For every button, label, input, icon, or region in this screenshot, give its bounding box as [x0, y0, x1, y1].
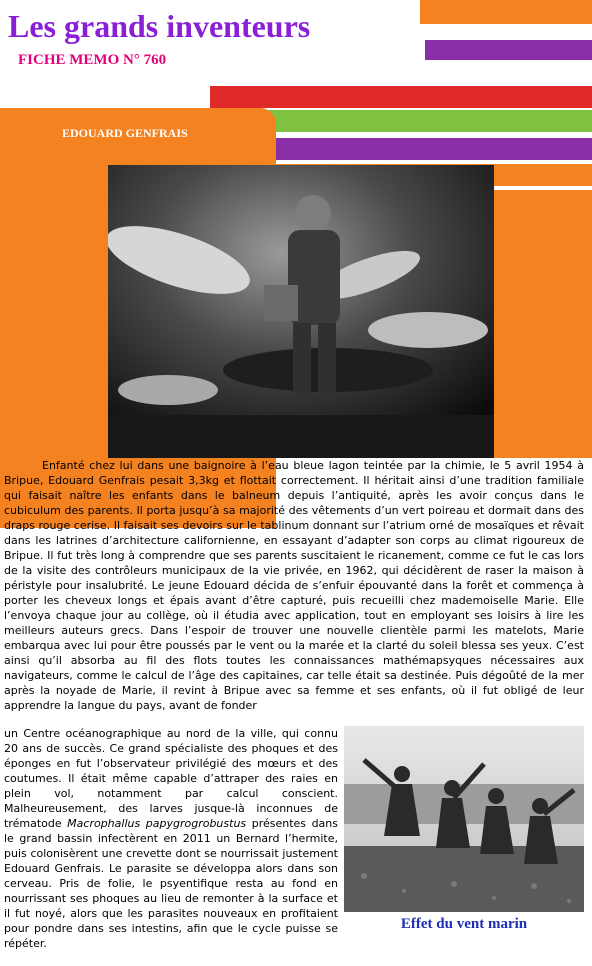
- article-text-part-1: un Centre océanographique au nord de la ville, qui connu 20 ans de succès. Ce grand spécialiste des phoques et des éponges en fut l’observateur privilégié des mœurs et des coutumes. Il était même capable d’attraper des raies en plein vol, notamment par calcul conscient. Malheureusement, des larves jusque-là inconnues de trématode: [4, 727, 338, 830]
- header-band-orange: [420, 0, 592, 24]
- section-label: EDOUARD GENFRAIS: [62, 126, 188, 140]
- photo-dancers-beach: [344, 726, 584, 912]
- article-paragraph-tail: [4, 726, 338, 951]
- header-band-purple-top: [425, 40, 592, 60]
- article-text-part-2: présentes dans le grand bassin infectèrent en 2011 un Bernard l’hermite, puis colonisèrent une crevette dont se nourrissait justement Edouard Genfrais. Le parasite se développa alors dans son cerveau. Pris de folie, le psyentifique resta au fond en nourrissant ses phoques au lieu de remonter à la surface et il fut noyé, alors que les parasites nouveaux en profitaient pour pondre dans ses intestins, afin que le cycle puisse se répéter.: [4, 817, 338, 950]
- memo-number: FICHE MEMO N° 760: [18, 52, 167, 68]
- species-name: Macrophallus papygrogrobustus: [67, 817, 247, 830]
- header-band-red: [210, 86, 592, 108]
- article-body-continued: [4, 726, 338, 951]
- page-title: Les grands inventeurs: [8, 8, 311, 44]
- header-band-purple-mid: [276, 138, 592, 160]
- article-paragraph: Enfanté chez lui dans une baignoire à l’eau bleue lagon teintée par la chimie, le 5 avril 1954 à Bripue, Edouard Genfrais pesait 3,3kg et flottait correctement. Il héritait ainsi d’une tradition familiale qui faisait naître les enfants dans le balneum depuis l’antiquité, après les avoir conçus dans le cubiculum des parents. Il porta jusqu’à sa majorité des vêtements d’un vert poireau et dormait dans des draps rouge cerise. Il faisait ses devoirs sur le tablinum donnant sur l’atrium orné de mosaïques et rêvait dans les latrines d’architecture californienne, en essayant d’adapter son corps au climat rigoureux de Bripue. Il fut très long à comprendre que ses parents suscitaient le ricanement, comme ce fut le cas lors de la visite des contrôleurs municipaux de la vie privée, en 1962, qui décidèrent de raser la maison à péristyle pour insalubrité. Le jeune Edouard décida de s’enfuir épouvanté dans la forêt et commença à porter les cheveux longs et épais avant d’être capturé, puis recueilli chez mademoiselle Marie. Elle l’envoya chaque jour au collège, où il étudia avec application, tout en employant ses loisirs à lire les meilleurs auteurs grecs. Dans l’espoir de trouver une nouvelle clientèle parmi les matelots, Marie embarqua avec lui pour être poussés par le vent ou la marée et la clarté du soleil blessa ses yeux. C’est ainsi qu’il absorba au fil des flots toutes les connaissances mathémapsyques nécessaires aux navigateurs, comme le calcul de l’âge des capitaines, car telle était sa destinée. Puis dégoûté de la mer après la noyade de Marie, il revint à Bripue avec sa femme et ses enfants, où il fut obligé de leur apprendre la langue du pays, avant de fonder: [4, 459, 584, 712]
- photo-diver-seals: [108, 165, 494, 458]
- side-block-orange: [494, 190, 592, 458]
- photo-caption: Effet du vent marin: [400, 916, 528, 932]
- article-body: [4, 458, 584, 713]
- header-band-green: [260, 110, 592, 132]
